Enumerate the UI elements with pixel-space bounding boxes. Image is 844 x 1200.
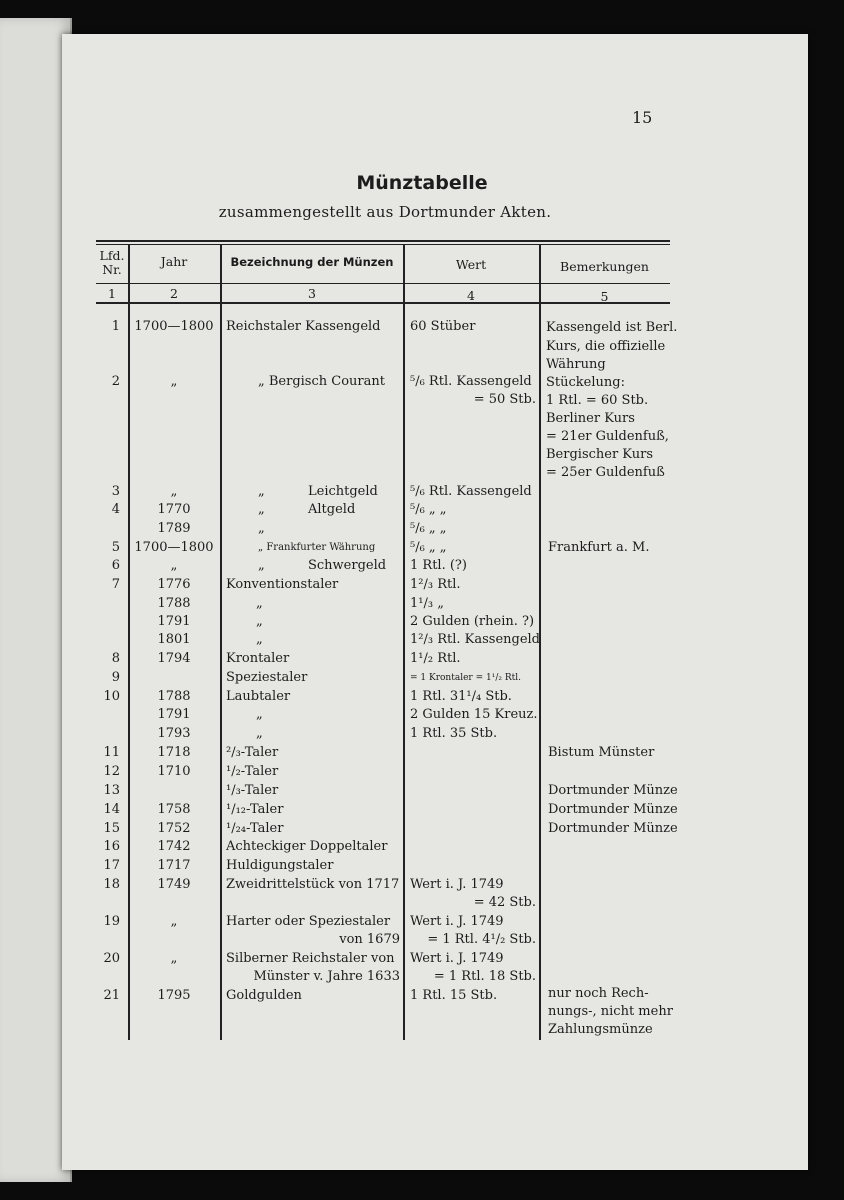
row-jahr: 1710 — [157, 764, 191, 779]
row-wert-cont: = 1 Rtl. 4¹/₂ Stb. — [427, 932, 536, 947]
colnum-5: 5 — [600, 289, 609, 304]
row-bezeichnung: „ Frankfurter Währung — [258, 542, 376, 553]
row-nr: 4 — [111, 502, 120, 517]
row-bezeichnung: Harter oder Speziestaler — [226, 914, 391, 929]
row-bezeichnung-cont: Münster v. Jahre 1633 — [253, 969, 400, 984]
row-jahr: 1742 — [157, 839, 191, 854]
row-jahr: 1770 — [157, 502, 191, 517]
row-bezeichnung: „ — [256, 596, 263, 611]
row-bez-ditto: „ — [258, 558, 265, 573]
row-jahr: 1749 — [157, 877, 191, 892]
row-bezeichnung: Achteckiger Doppeltaler — [226, 839, 388, 854]
header-bemerkungen: Bemerkungen — [560, 259, 649, 274]
row-bez-ditto: „ — [258, 502, 265, 517]
row-bez-ditto: „ — [258, 484, 265, 499]
row-bezeichnung: Zweidrittelstück von 1717 — [226, 877, 400, 892]
row-nr: 11 — [103, 745, 120, 760]
row-nr: 2 — [111, 374, 120, 389]
row-bezeichnung: „ — [256, 632, 263, 647]
row-bezeichnung: Laubtaler — [226, 689, 291, 704]
row-jahr: 1758 — [157, 802, 191, 817]
row-wert: 2 Gulden (rhein. ?) — [410, 614, 535, 629]
row-bezeichnung: Schwergeld — [308, 558, 387, 573]
row-bezeichnung-cont: von 1679 — [339, 932, 400, 947]
row-bez-ditto: „ — [258, 521, 265, 536]
row-jahr: 1795 — [157, 988, 191, 1003]
header-bezeichnung: Bezeichnung der Münzen — [230, 255, 394, 269]
row-nr: 9 — [111, 670, 120, 685]
row-wert: ⁵/₆ Rtl. Kassengeld — [410, 374, 532, 389]
row-wert: 2 Gulden 15 Kreuz. — [410, 707, 538, 722]
row-wert: Wert i. J. 1749 — [410, 914, 504, 929]
row-bezeichnung: ¹/₂₄-Taler — [226, 821, 284, 836]
header-wert: Wert — [455, 257, 487, 272]
colnum-2: 2 — [170, 286, 178, 301]
row-bezeichnung: „ — [256, 726, 263, 741]
bem-line: Stückelung: — [546, 375, 625, 390]
bem-line: Kassengeld ist Berl. — [546, 320, 678, 335]
row-nr: 3 — [111, 484, 120, 499]
row-wert: ⁵/₆ „ „ — [410, 521, 447, 536]
row-wert: Wert i. J. 1749 — [410, 951, 504, 966]
row-bezeichnung: Goldgulden — [226, 988, 302, 1003]
row-jahr: 1801 — [157, 632, 191, 647]
bem-line: nur noch Rech- — [548, 986, 649, 1001]
table-top-rule-2 — [96, 244, 670, 245]
row-nr: 6 — [111, 558, 120, 573]
row-nr: 19 — [103, 914, 120, 929]
row-bezeichnung: Huldigungstaler — [226, 858, 334, 873]
row-jahr: 1700—1800 — [134, 319, 214, 334]
row-jahr: 1789 — [157, 521, 191, 536]
row-wert-cont: = 42 Stb. — [473, 895, 536, 910]
row-wert: 1²/₃ Rtl. — [410, 577, 461, 592]
row-jahr: „ — [170, 484, 178, 499]
row-nr: 8 — [111, 651, 120, 666]
row-wert: Wert i. J. 1749 — [410, 877, 504, 892]
bem-line: Berliner Kurs — [546, 411, 635, 426]
row-nr: 21 — [103, 988, 120, 1003]
row-jahr: 1791 — [157, 614, 191, 629]
row-wert: ⁵/₆ „ „ — [410, 502, 447, 517]
bem-line: = 25er Guldenfuß — [546, 465, 665, 480]
header-lfd: Lfd. — [99, 248, 125, 263]
row-nr: 20 — [103, 951, 120, 966]
row-bezeichnung: Altgeld — [308, 502, 356, 517]
row-bezeichnung: Konventionstaler — [226, 577, 339, 592]
row-nr: 13 — [103, 783, 120, 798]
row-jahr: 1788 — [157, 596, 191, 611]
row-nr: 1 — [111, 319, 120, 334]
row-wert-cont: = 1 Rtl. 18 Stb. — [433, 969, 536, 984]
row-bezeichnung: ¹/₁₂-Taler — [226, 802, 284, 817]
bem-line: Währung — [546, 357, 606, 372]
row-bezeichnung: ¹/₂-Taler — [226, 764, 279, 779]
row-jahr: 1752 — [157, 821, 191, 836]
row-wert: 1 Rtl. 15 Stb. — [410, 988, 498, 1003]
row-nr: 18 — [103, 877, 120, 892]
colnum-1: 1 — [108, 286, 116, 301]
row-wert: 60 Stüber — [410, 319, 476, 334]
row-bemerkung: Bistum Münster — [548, 745, 655, 760]
row-nr: 17 — [103, 858, 120, 873]
row-bezeichnung: „ — [256, 707, 263, 722]
row-bezeichnung: Reichstaler Kassengeld — [226, 319, 381, 334]
row-nr: 14 — [103, 802, 120, 817]
row-wert: 1 Rtl. 31¹/₄ Stb. — [410, 689, 512, 704]
row-jahr: 1717 — [157, 858, 191, 873]
row-bezeichnung: Silberner Reichstaler von — [226, 951, 395, 966]
row-bemerkung: Dortmunder Münze — [548, 821, 678, 836]
row-wert: = 1 Krontaler = 1¹/₂ Rtl. — [410, 673, 521, 683]
row-wert: 1 Rtl. 35 Stb. — [410, 726, 498, 741]
col-rule-2 — [220, 245, 222, 1040]
row-wert: ⁵/₆ „ „ — [410, 540, 447, 555]
row-jahr: „ — [170, 914, 178, 929]
row-nr: 10 — [103, 689, 120, 704]
row-bezeichnung: Krontaler — [226, 651, 290, 666]
row-wert-cont: = 50 Stb. — [473, 392, 536, 407]
row-jahr: 1776 — [157, 577, 191, 592]
colnum-3: 3 — [308, 286, 316, 301]
row-jahr: 1793 — [157, 726, 191, 741]
row-bezeichnung: „ Bergisch Courant — [258, 374, 385, 389]
row-nr: 12 — [103, 764, 120, 779]
header-nr: Nr. — [102, 262, 122, 277]
row-bezeichnung: Leichtgeld — [308, 484, 378, 499]
row-jahr: 1718 — [157, 745, 191, 760]
row-jahr: 1700—1800 — [134, 540, 214, 555]
row-wert: ⁵/₆ Rtl. Kassengeld — [410, 484, 532, 499]
row-jahr: „ — [170, 558, 178, 573]
row-jahr: „ — [170, 374, 178, 389]
header-divider — [96, 283, 670, 284]
page-title: Münztabelle — [356, 172, 488, 194]
bem-line: Zahlungsmünze — [548, 1022, 653, 1037]
header-jahr: Jahr — [160, 254, 188, 269]
row-bemerkung: Dortmunder Münze — [548, 783, 678, 798]
row-wert: 1¹/₃ „ — [410, 596, 444, 611]
table-top-rule — [96, 240, 670, 242]
row-bemerkung: Dortmunder Münze — [548, 802, 678, 817]
bem-line: nungs-, nicht mehr — [548, 1004, 673, 1019]
page-number: 15 — [632, 108, 653, 127]
row-jahr: 1794 — [157, 651, 191, 666]
page-subtitle: zusammengestellt aus Dortmunder Akten. — [218, 203, 552, 221]
row-jahr: 1791 — [157, 707, 191, 722]
col-rule-3 — [403, 245, 405, 1040]
bem-line: = 21er Guldenfuß, — [546, 429, 669, 444]
row-nr: 7 — [111, 577, 120, 592]
row-jahr: 1788 — [157, 689, 191, 704]
bem-line: Bergischer Kurs — [546, 447, 653, 462]
bem-line: Kurs, die offizielle — [546, 339, 666, 354]
row-bezeichnung: Speziestaler — [226, 670, 308, 685]
row-nr: 15 — [103, 821, 120, 836]
row-bezeichnung: ²/₃-Taler — [226, 745, 279, 760]
row-wert: 1 Rtl. (?) — [410, 558, 467, 573]
row-bezeichnung: ¹/₃-Taler — [226, 783, 279, 798]
row-bemerkung: Frankfurt a. M. — [548, 540, 650, 555]
row-wert: 1¹/₂ Rtl. — [410, 651, 461, 666]
row-nr: 5 — [111, 540, 120, 555]
row-bezeichnung: „ — [256, 614, 263, 629]
colnum-4: 4 — [467, 288, 475, 303]
row-wert: 1²/₃ Rtl. Kassengeld — [410, 632, 541, 647]
bem-line: 1 Rtl. = 60 Stb. — [546, 393, 649, 408]
row-nr: 16 — [103, 839, 120, 854]
row-jahr: „ — [170, 951, 178, 966]
